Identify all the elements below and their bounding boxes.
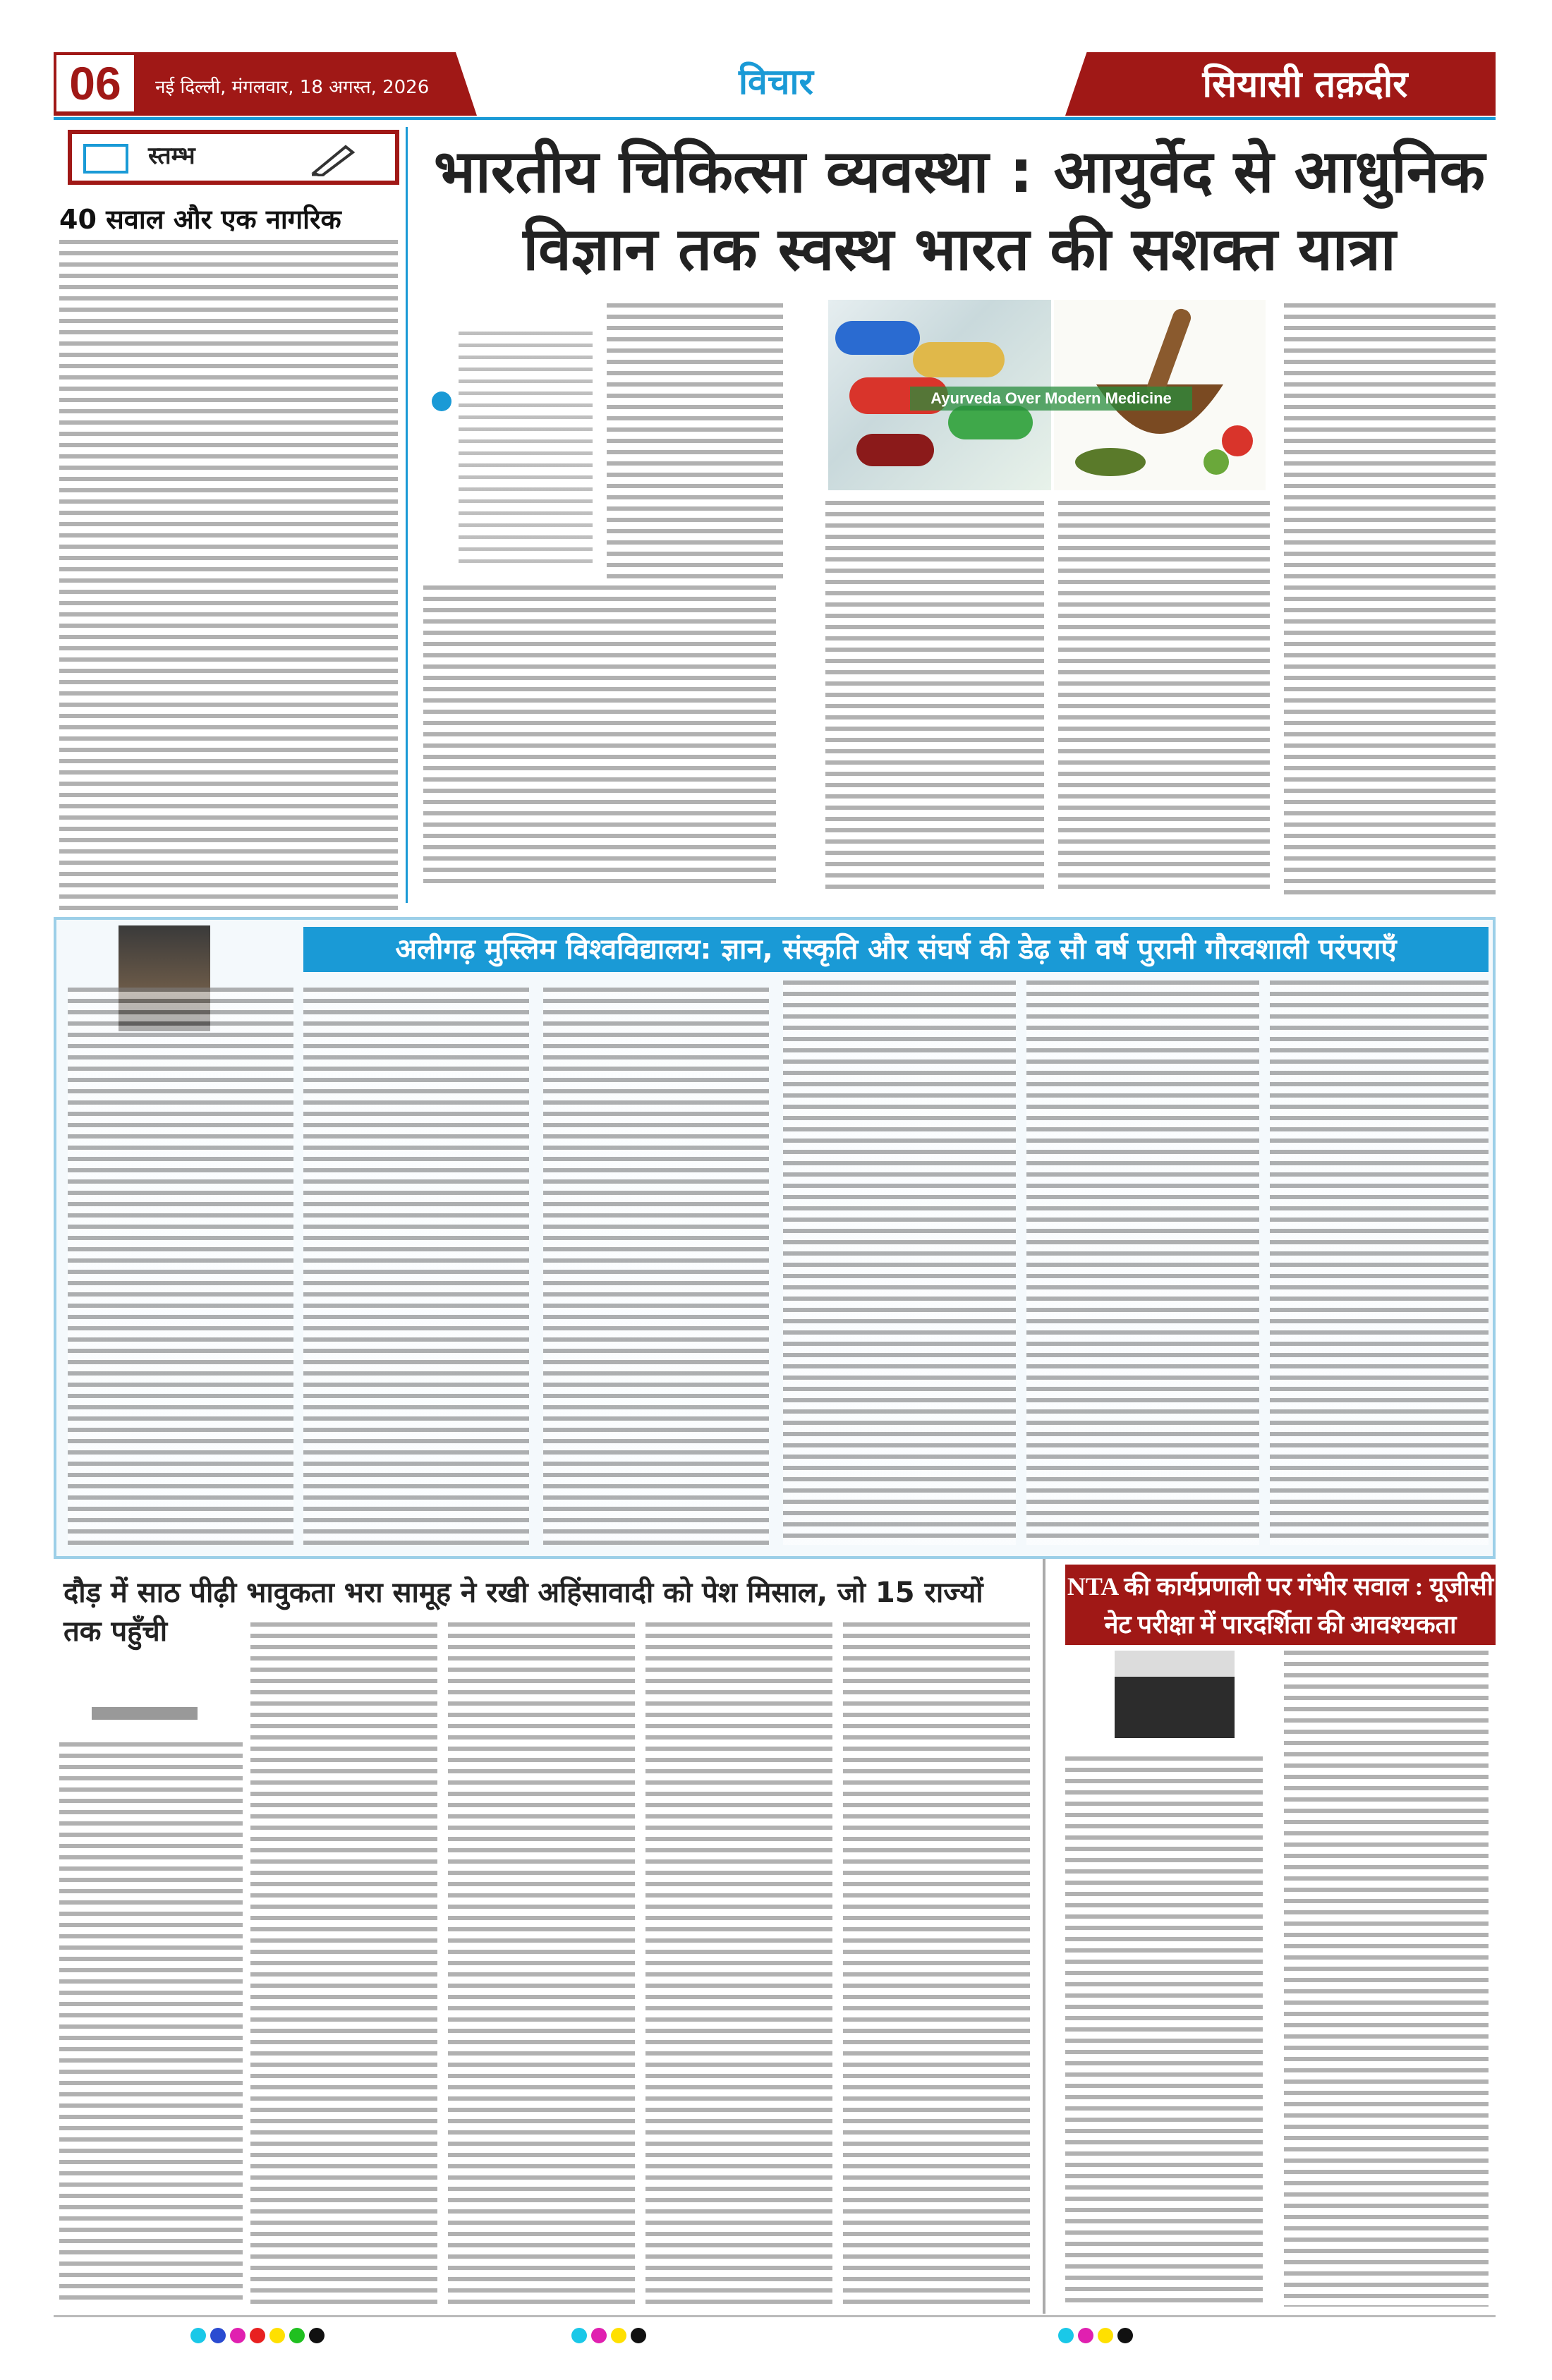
newspaper-brand: सियासी तक़दीर [1202,63,1408,106]
registration-mark [631,2328,646,2343]
nta-body-col1 [1065,1756,1263,2307]
footer-rule [54,2315,1496,2317]
bottom-body-col1 [59,1742,243,2307]
bottom-divider [1043,1559,1045,2314]
registration-mark [1058,2328,1074,2343]
pen-icon [310,141,360,179]
dateline: नई दिल्ली, मंगलवार, 18 अगस्त, 2026 [155,77,430,98]
registration-mark [1117,2328,1133,2343]
bottom-body-col5 [843,1622,1030,2307]
registration-mark [250,2328,265,2343]
lead-body-col3 [1058,501,1270,896]
amu-headline: अलीगढ़ मुस्लिम विश्वविद्यालय: ज्ञान, संस्कृति और संघर्ष की डेढ़ सौ वर्ष पुरानी गौरवशाली परंपराएँ [303,927,1489,972]
bottom-body-col4 [645,1622,832,2307]
registration-mark [230,2328,245,2343]
registration-mark [611,2328,626,2343]
lead-body-col4 [1284,303,1496,896]
registration-mark [1098,2328,1113,2343]
lead-headline-line2: विज्ञान तक स्वस्थ भारत की सशक्त यात्रा [523,214,1396,284]
registration-mark [591,2328,607,2343]
header-rule [54,117,1496,120]
bullet-dot-icon [432,391,451,411]
nta-headline-line1: NTA की कार्यप्रणाली पर गंभीर सवाल : यूजीसी [1067,1572,1494,1601]
section-title: विचार [739,61,813,102]
column-divider [406,127,408,903]
amu-body-col1 [68,988,293,1545]
lead-headline [423,133,1496,288]
amu-body-col3 [543,988,769,1545]
nta-headline-box [1065,1565,1496,1645]
lead-headline-line1: भारतीय चिकित्सा व्यवस्था : आयुर्वेद से आधुनिक [433,137,1486,206]
bottom-body-col2 [250,1622,437,2307]
amu-body-col6 [1270,980,1489,1545]
column-subtitle: 40 सवाल और एक नागरिक [59,204,341,235]
registration-mark [269,2328,285,2343]
nta-headline-line2: नेट परीक्षा में पारदर्शिता की आवश्यकता [1104,1610,1457,1639]
column-logo-icon [83,144,128,174]
amu-body-col2 [303,988,529,1545]
amu-body-col5 [1026,980,1259,1545]
lead-body-col1 [423,585,776,889]
registration-mark [190,2328,206,2343]
lead-body-col0 [607,303,783,585]
bottom-byline [92,1707,198,1720]
column-body-text [59,240,398,910]
nta-author-photo [1115,1651,1235,1738]
lead-body-col2 [825,501,1044,896]
author-box-text [459,332,593,571]
registration-mark [289,2328,305,2343]
registration-mark [571,2328,587,2343]
registration-mark [1078,2328,1093,2343]
bottom-body-col3 [448,1622,635,2307]
registration-mark [210,2328,226,2343]
registration-mark [309,2328,325,2343]
column-title: स्तम्भ [148,142,195,170]
amu-body-col4 [783,980,1016,1545]
image-caption: Ayurveda Over Modern Medicine [910,387,1192,411]
bottom-headline: दौड़ में साठ पीढ़ी भावुकता भरा सामूह ने रखी अहिंसावादी को पेश मिसाल, जो 15 राज्यों तक पहुँची [63,1577,983,1648]
nta-body-col2 [1284,1651,1489,2307]
page-number: 06 [56,55,134,111]
